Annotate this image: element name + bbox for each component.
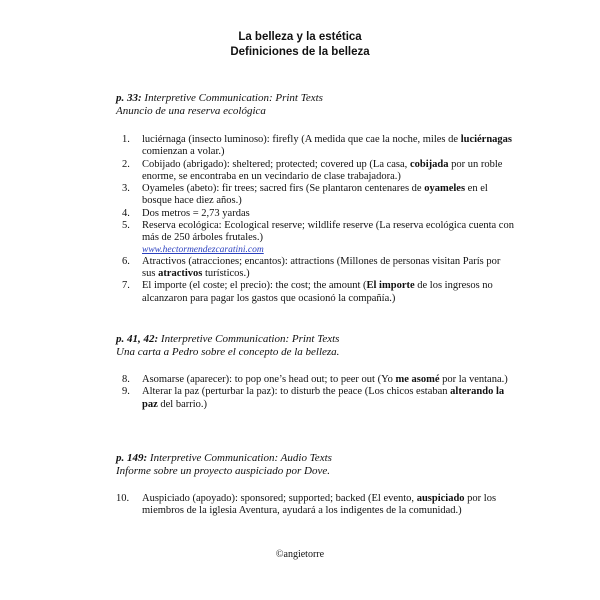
item-number: 2. bbox=[122, 158, 130, 170]
copyright-footer: ©angietorre bbox=[275, 549, 325, 560]
document-title: La belleza y la estética bbox=[238, 31, 362, 43]
item-text: de los ingresos no alcanzaron para pagar los gastos que ocasionó la compañía.) bbox=[142, 280, 493, 304]
vocab-item bbox=[116, 493, 516, 518]
item-text: luciérnaga (insecto luminoso): firefly (A medida que cae la noche, miles de bbox=[142, 134, 461, 145]
page-reference: p. 149: bbox=[116, 452, 148, 464]
vocab-item bbox=[116, 134, 516, 159]
item-text: Dos metros = 2,73 yardas bbox=[142, 207, 250, 219]
page-reference: p. 33: bbox=[116, 92, 142, 104]
item-number: 4. bbox=[122, 207, 130, 219]
item-text: Reserva ecológica: Ecological reserve; wildlife reserve (La reserva ecológica cuenta con más de 250 árboles frutales.) bbox=[142, 220, 514, 244]
vocab-list bbox=[116, 134, 516, 305]
vocab-item bbox=[116, 374, 516, 386]
item-number: 10. bbox=[116, 493, 130, 504]
vocab-item bbox=[116, 183, 516, 208]
section-heading bbox=[116, 452, 516, 465]
item-text: Auspiciado (apoyado): sponsored; supported; backed (El evento, bbox=[142, 493, 417, 504]
item-highlight: me asomé bbox=[395, 374, 440, 385]
vocab-item bbox=[116, 256, 516, 281]
item-text: turísticos.) bbox=[202, 267, 250, 279]
section-subheading: Informe sobre un proyecto auspiciado por Dove. bbox=[116, 465, 330, 477]
section-heading bbox=[116, 333, 516, 346]
document-subtitle: Definiciones de la belleza bbox=[230, 46, 370, 58]
section-1 bbox=[116, 92, 516, 305]
item-text: El importe (el coste; el precio): the cost; the amount ( bbox=[142, 280, 367, 292]
page-reference: p. 41, 42: bbox=[116, 333, 159, 345]
vocab-list bbox=[116, 374, 516, 411]
item-text: Oyameles (abeto): fir trees; sacred firs (Se plantaron centenares de bbox=[142, 183, 425, 195]
item-number: 8. bbox=[122, 374, 130, 385]
item-highlight: alterando la paz bbox=[142, 386, 505, 410]
vocab-list bbox=[116, 493, 516, 518]
item-text: por la ventana.) bbox=[439, 374, 508, 385]
item-highlight: cobijada bbox=[409, 158, 449, 170]
source-link[interactable]: www.hectormendezcaratini.com bbox=[142, 244, 264, 255]
section-type: Interpretive Communication: Print Texts bbox=[158, 333, 340, 345]
item-number: 1. bbox=[122, 134, 130, 145]
item-text: del barrio.) bbox=[157, 398, 208, 410]
item-text: en el bosque hace diez años.) bbox=[142, 183, 488, 207]
item-text: Alterar la paz (perturbar la paz): to disturb the peace (Los chicos estaban bbox=[142, 386, 451, 398]
section-subheading: Una carta a Pedro sobre el concepto de la belleza. bbox=[116, 346, 340, 358]
section-subheading: Anuncio de una reserva ecológica bbox=[116, 105, 266, 117]
vocab-item bbox=[116, 208, 516, 220]
item-highlight: oyameles bbox=[424, 183, 466, 195]
item-number: 9. bbox=[122, 386, 130, 398]
section-type: Interpretive Communication: Audio Texts bbox=[147, 452, 332, 464]
item-text: Atractivos (atracciones; encantos): attractions (Millones de personas visitan París por sus bbox=[142, 255, 501, 279]
item-highlight: luciérnagas bbox=[460, 134, 513, 145]
item-text: por un roble enorme, se encontraba en un vecindario de clase trabajadora.) bbox=[142, 158, 503, 182]
vocab-item bbox=[116, 159, 516, 184]
item-number: 3. bbox=[122, 183, 130, 195]
vocab-item bbox=[116, 386, 516, 411]
item-number: 7. bbox=[122, 280, 130, 292]
vocab-item bbox=[116, 220, 516, 256]
section-2 bbox=[116, 333, 516, 411]
item-text: por los miembros de la iglesia Aventura, ayudará a los indigentes de la comunidad.) bbox=[142, 493, 497, 517]
section-heading bbox=[116, 92, 516, 105]
item-number: 6. bbox=[122, 255, 130, 267]
item-text: comienzan a volar.) bbox=[142, 146, 225, 158]
section-type: Interpretive Communication: Print Texts bbox=[141, 92, 323, 104]
item-number: 5. bbox=[122, 220, 130, 232]
item-text: Asomarse (aparecer): to pop one’s head out; to peer out (Yo bbox=[142, 374, 396, 385]
section-3 bbox=[116, 452, 516, 518]
item-highlight: El importe bbox=[366, 280, 415, 292]
item-highlight: atractivos bbox=[158, 267, 203, 279]
item-highlight: auspiciado bbox=[416, 493, 465, 504]
vocab-item bbox=[116, 280, 516, 305]
item-text: Cobijado (abrigado): sheltered; protected; covered up (La casa, bbox=[142, 158, 410, 170]
